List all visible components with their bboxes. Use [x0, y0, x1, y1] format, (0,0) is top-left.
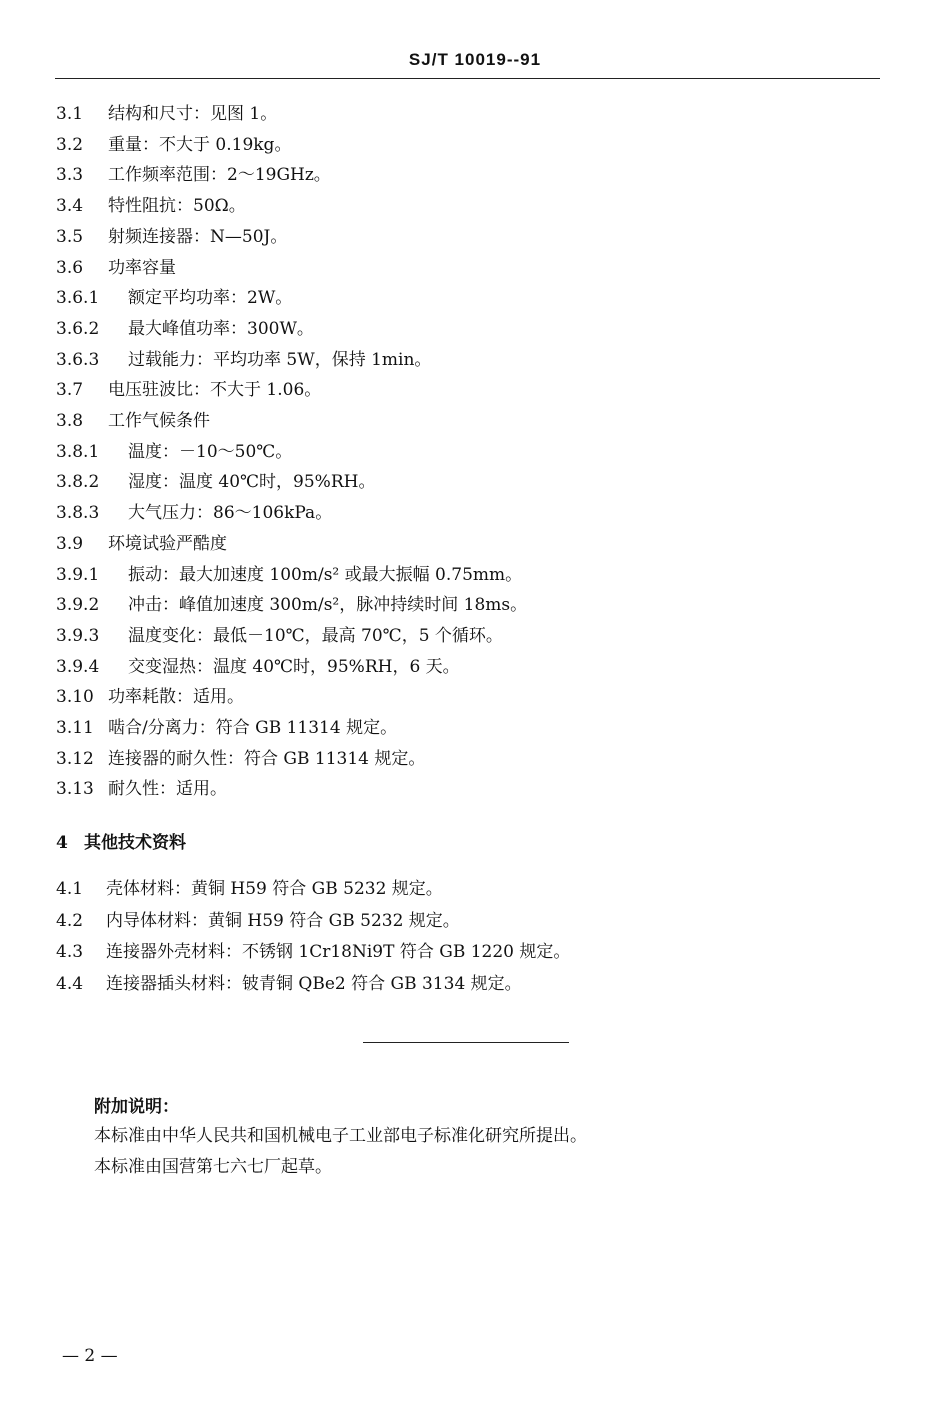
section-number: 4 — [56, 833, 68, 853]
clause-number: 3.8 — [56, 411, 84, 431]
clause-number: 3.6.2 — [56, 318, 100, 339]
clause-number: 3.10 — [56, 687, 94, 708]
clause-number: 4.1 — [56, 879, 84, 899]
clause-3-2 — [56, 131, 291, 159]
page-number: — 2 — — [62, 1346, 118, 1366]
clause-text: 大气压力：86～106kPa。 — [128, 503, 333, 524]
clause-text: 过载能力：平均功率 5W，保持 1min。 — [128, 349, 432, 370]
clause-text: 交变湿热：温度 40℃时，95%RH，6 天。 — [128, 656, 460, 677]
clause-3-5 — [56, 223, 287, 251]
clause-text: 温度：－10～50℃。 — [128, 441, 293, 462]
clause-number: 3.13 — [56, 779, 94, 800]
clause-3-13 — [56, 775, 227, 803]
clause-4-2 — [56, 907, 460, 935]
clause-3-9-2 — [56, 591, 527, 619]
clause-number: 3.7 — [56, 380, 84, 401]
clause-text: 内导体材料：黄铜 H59 符合 GB 5232 规定。 — [106, 910, 460, 931]
clause-3-9-1 — [56, 561, 522, 589]
clause-text: 耐久性：适用。 — [108, 779, 227, 800]
clause-number: 3.9.1 — [56, 564, 100, 585]
clause-3-12 — [56, 745, 425, 773]
clause-number: 3.9.2 — [56, 595, 100, 616]
header-rule — [55, 78, 880, 79]
document-header: SJ/T 10019--91 — [408, 50, 542, 69]
clause-number: 3.9 — [56, 533, 84, 554]
clause-3-6 — [56, 254, 176, 282]
clause-text: 射频连接器：N—50J。 — [108, 226, 288, 247]
clause-text: 啮合/分离力：符合 GB 11314 规定。 — [108, 718, 398, 738]
clause-number: 4.3 — [56, 942, 84, 962]
clause-text: 湿度：温度 40℃时，95%RH。 — [128, 472, 376, 493]
clause-3-8-1 — [56, 438, 292, 466]
clause-text: 振动：最大加速度 100m/s² 或最大振幅 0.75mm。 — [128, 564, 523, 585]
note-line: 本标准由国营第七六七厂起草。 — [94, 1157, 332, 1177]
note-title: 附加说明： — [94, 1097, 179, 1117]
clause-text: 特性阻抗：50Ω。 — [108, 196, 246, 217]
clause-3-9-3 — [56, 622, 503, 650]
clause-number: 3.5 — [56, 226, 84, 247]
clause-text: 连接器插头材料：铍青铜 QBe2 符合 GB 3134 规定。 — [106, 973, 522, 994]
clause-3-8-3 — [56, 499, 332, 527]
clause-text: 连接器外壳材料：不锈钢 1Cr18Ni9T 符合 GB 1220 规定。 — [106, 942, 571, 962]
clause-text: 环境试验严酷度 — [108, 533, 227, 554]
clause-text: 电压驻波比：不大于 1.06。 — [108, 380, 322, 401]
clause-number: 3.8.2 — [56, 472, 100, 493]
clause-text: 功率容量 — [108, 257, 176, 278]
clause-number: 4.4 — [56, 973, 84, 994]
clause-3-3 — [56, 161, 331, 189]
clause-3-6-3 — [56, 346, 431, 374]
clause-3-8-2 — [56, 468, 375, 496]
clause-text: 壳体材料：黄铜 H59 符合 GB 5232 规定。 — [106, 879, 443, 899]
clause-text: 重量：不大于 0.19kg。 — [108, 134, 292, 155]
clause-number: 4.2 — [56, 910, 84, 931]
clause-number: 3.6.1 — [56, 288, 100, 309]
clause-number: 3.6 — [56, 257, 84, 278]
clause-3-6-1 — [56, 284, 292, 312]
clause-3-1 — [56, 100, 277, 128]
clause-number: 3.9.4 — [56, 656, 100, 677]
clause-number: 3.12 — [56, 748, 94, 769]
clause-number: 3.1 — [56, 104, 84, 124]
clause-4-4 — [56, 970, 522, 998]
clause-3-9-4 — [56, 653, 460, 681]
note-line: 本标准由中华人民共和国机械电子工业部电子标准化研究所提出。 — [94, 1126, 587, 1146]
clause-text: 连接器的耐久性：符合 GB 11314 规定。 — [108, 748, 426, 769]
clause-text: 结构和尺寸：见图 1。 — [108, 104, 278, 124]
clause-number: 3.2 — [56, 134, 84, 155]
clause-4-3 — [56, 938, 570, 966]
clause-text: 温度变化：最低－10℃，最高 70℃，5 个循环。 — [128, 625, 503, 646]
clause-3-8 — [56, 407, 210, 435]
clause-3-6-2 — [56, 315, 314, 343]
clause-text: 工作气候条件 — [108, 411, 210, 431]
separator-rule — [363, 1042, 569, 1043]
clause-number: 3.8.3 — [56, 503, 100, 524]
clause-text: 最大峰值功率：300W。 — [128, 318, 314, 339]
clause-4-1 — [56, 875, 443, 903]
clause-3-11 — [56, 714, 397, 742]
section-4-heading — [56, 828, 186, 858]
clause-text: 冲击：峰值加速度 300m/s²，脉冲持续时间 18ms。 — [128, 595, 528, 616]
clause-3-4 — [56, 192, 246, 220]
clause-number: 3.9.3 — [56, 625, 100, 646]
clause-number: 3.8.1 — [56, 441, 100, 462]
section-title: 其他技术资料 — [84, 833, 186, 853]
clause-3-9 — [56, 530, 227, 558]
clause-text: 功率耗散：适用。 — [108, 687, 244, 708]
clause-text: 工作频率范围：2～19GHz。 — [108, 165, 331, 186]
clause-number: 3.11 — [56, 718, 94, 738]
clause-text: 额定平均功率：2W。 — [128, 288, 293, 309]
clause-3-7 — [56, 376, 321, 404]
clause-3-10 — [56, 683, 244, 711]
clause-number: 3.6.3 — [56, 349, 100, 370]
clause-number: 3.3 — [56, 165, 84, 186]
clause-number: 3.4 — [56, 196, 84, 217]
